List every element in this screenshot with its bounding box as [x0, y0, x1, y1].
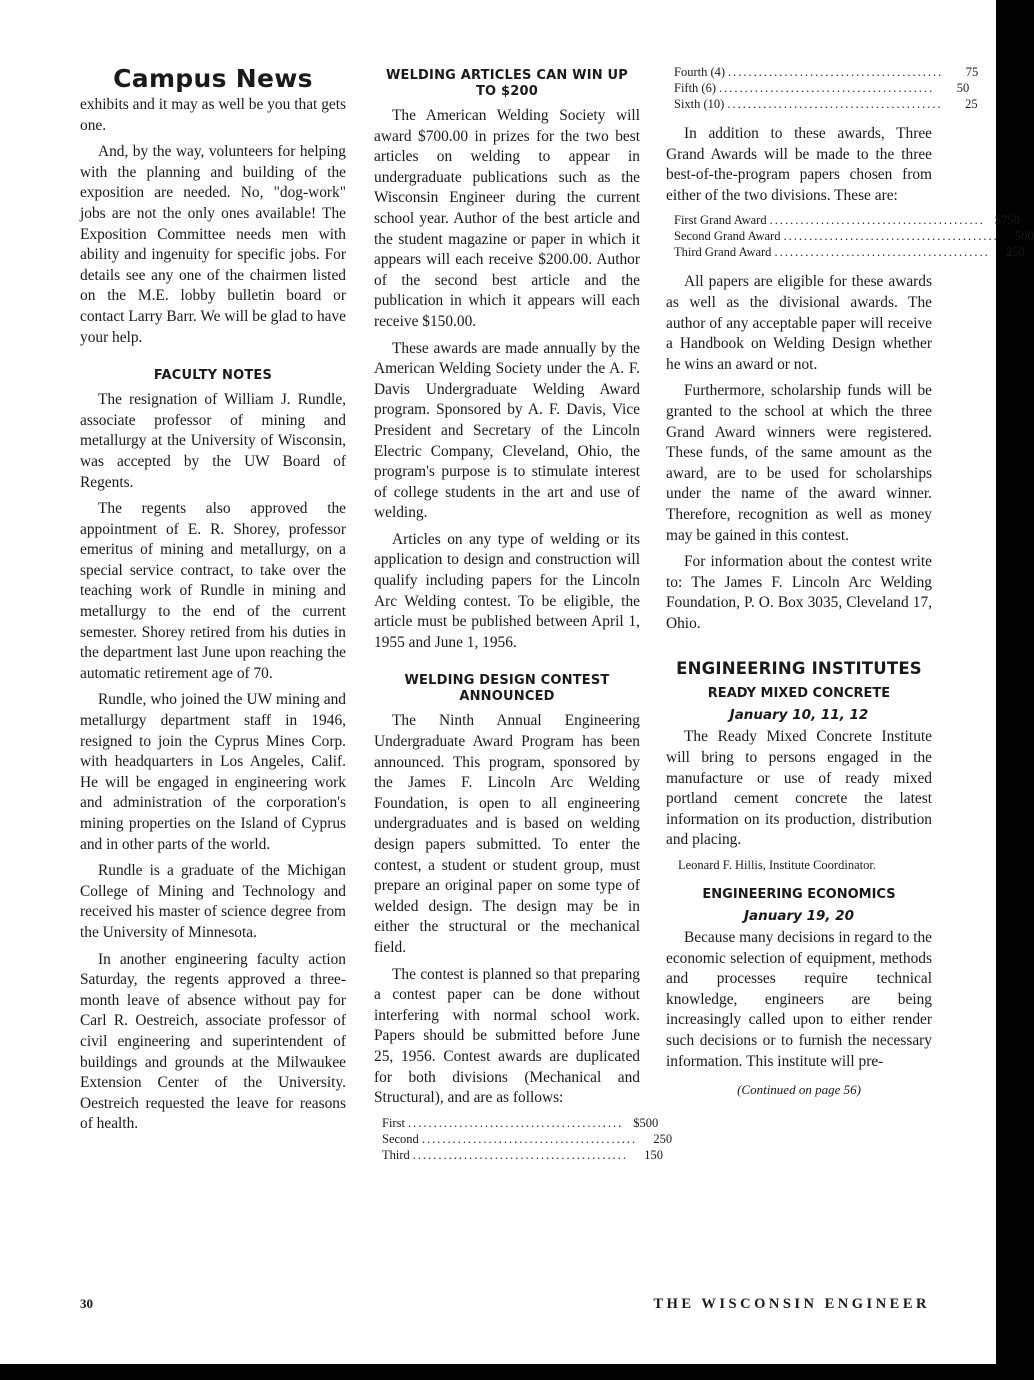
paragraph: And, by the way, volunteers for helping with the planning and building of the exposition are needed. No, "dog-work" jobs are not the only ones available! The Exposition Committee needs men with ability and ingenuity for specific jobs. For details see any one of the chairmen listed on the M.E. lobby bulletin board or contact Larry Barr. We will be glad to have your help.	[80, 143, 346, 346]
engineering-institutes-heading: ENGINEERING INSTITUTES	[676, 659, 922, 679]
award-row: Third .......................................... 150	[382, 1147, 664, 1162]
award-amount: 250	[653, 1131, 673, 1146]
paragraph: The American Welding Society will award $700.00 in prizes for the two best articles on welding to appear in undergraduate publications such as the Wisconsin Engineer during the current school year. Author of the best article and the student magazine or paper in which it appears will each receive $200.00. Author of the second best article and the publication in which it appears will each receive $150.00.	[374, 107, 640, 330]
paragraph: Rundle, who joined the UW mining and metallurgy department staff in 1946, resigned to join the Cyprus Mines Corp. with headquarters in Los Angeles, Calif. He will be engaged in engineering work and administration of the corporation's mining properties on the Island of Cyprus and in other parts of the world.	[80, 691, 346, 853]
faculty-notes-heading: FACULTY NOTES	[153, 368, 273, 384]
paragraph: exhibits and it may as well be you that gets one.	[80, 96, 346, 134]
award-label: Fifth (6)	[674, 81, 717, 95]
column-middle	[374, 64, 673, 1175]
award-row: Third Grand Award .......................................... 250	[674, 245, 1025, 260]
award-row: Fifth (6) .......................................... 50	[674, 81, 970, 95]
paragraph: In addition to these awards, Three Grand Awards will be made to the three best-of-the-program papers chosen from either of the two divisions. These are:	[666, 125, 932, 204]
magazine-title: THE WISCONSIN ENGINEER	[653, 1296, 930, 1312]
award-amount: 250	[1005, 245, 1025, 260]
ready-mixed-concrete-subheading: READY MIXED CONCRETE	[707, 686, 891, 702]
paragraph: The regents also approved the appointment of E. R. Shorey, professor emeritus of mining and metallurgy, on a special service contract, to take over the teaching work of Rundle in mining and metallurgy to the end of the current semester. Shorey retired from his duties in the department last June upon reaching the automatic retirement age of 70.	[80, 500, 346, 682]
paragraph: The Ready Mixed Concrete Institute will bring to persons engaged in the manufacture or use of ready mixed portland cement concrete the latest information on its production, distribution and placing.	[666, 728, 932, 849]
award-label: Fourth (4)	[674, 65, 726, 79]
award-label: First	[382, 1115, 405, 1130]
paragraph: Rundle is a graduate of the Michigan College of Mining and Technology and received his master of science degree from the University of Minnesota.	[80, 862, 346, 941]
paragraph: These awards are made annually by the American Welding Society under the A. F. Davis Undergraduate Welding Award program. Sponsored by A. F. Davis, Vice President and Secretary of the Lincoln Electric Company, Cleveland, Ohio, the program's purpose is to stimulate interest of college students in the art and use of welding.	[374, 339, 640, 522]
award-label: First Grand Award	[674, 213, 767, 228]
section-masthead: Campus News	[113, 64, 313, 93]
division-awards-table	[374, 1115, 673, 1163]
award-amount: $750	[994, 213, 1020, 228]
paragraph: The contest is planned so that preparing a contest paper can be done without interfering with normal school work. Papers should be submitted before June 25, 1956. Contest awards are duplicated for both divisions (Mechanical and Structural), and are as follows:	[374, 965, 640, 1107]
page-number: 30	[80, 1296, 93, 1311]
column-left	[80, 64, 346, 1141]
paragraph: Furthermore, scholarship funds will be granted to the school at which the three Grand Award winners were registered. These funds, of the same amount as the award, are to be used for scholarships under the name of the award winner. Therefore, recognition as well as money may be gained in this contest.	[666, 382, 932, 544]
award-amount: 500	[1014, 229, 1034, 244]
award-label: Third	[382, 1147, 410, 1162]
grand-awards-table	[666, 212, 1034, 260]
award-label: Sixth (10)	[674, 97, 725, 111]
paragraph: In another engineering faculty action Saturday, the regents approved a three-month leave of absence without pay for Carl R. Oestreich, associate professor of civil engineering and superintendent of buildings and grounds at the Milwaukee Extension Center of the University. Oestreich requested the leave for reasons of health.	[80, 950, 346, 1133]
continued-note: (Continued on page 56)	[737, 1082, 861, 1098]
engineering-economics-subheading: ENGINEERING ECONOMICS	[702, 887, 896, 903]
award-amount: 50	[956, 81, 970, 95]
paragraph: Articles on any type of welding or its application to design and construction will qualify including papers for the Lincoln Arc Welding contest. To be eligible, the article must be published between April 1, 1955 and June 1, 1956.	[374, 530, 640, 651]
award-row: First Grand Award .......................................... $750	[674, 213, 1020, 228]
award-label: Third Grand Award	[674, 245, 772, 260]
welding-contest-heading: WELDING DESIGN CONTEST ANNOUNCED	[404, 673, 610, 705]
award-row: Sixth (10) .......................................... 25	[674, 97, 978, 111]
institute-date: January 19, 20	[743, 908, 855, 925]
additional-awards-table	[666, 64, 979, 112]
paragraph: All papers are eligible for these awards as well as the divisional awards. The author of any acceptable paper will receive a Handbook on Welding Design whether he wins an award or not.	[666, 273, 932, 373]
coordinator-credit: Leonard F. Hillis, Institute Coordinator.	[678, 858, 876, 873]
award-row: Fourth (4) .......................................... 75	[674, 65, 979, 79]
award-label: Second	[382, 1131, 419, 1146]
welding-articles-heading: WELDING ARTICLES CAN WIN UP TO $200	[385, 68, 629, 99]
paragraph: The resignation of William J. Rundle, associate professor of mining and metallurgy at the University of Wisconsin, was accepted by the UW Board of Regents.	[80, 391, 346, 491]
paragraph: For information about the contest write to: The James F. Lincoln Arc Welding Foundation, P. O. Box 3035, Cleveland 17, Ohio.	[666, 553, 932, 632]
column-right	[666, 64, 1034, 1098]
paragraph: The Ninth Annual Engineering Undergraduate Award Program has been announced. This program, sponsored by the James F. Lincoln Arc Welding Foundation, is open to all engineering undergraduates and is based on welding design papers submitted. To enter the contest, a student or student group, must prepare an original paper on some type of welded design. The design may be in either the structural or the mechanical field.	[374, 712, 640, 956]
award-row: First .......................................... $500	[382, 1115, 659, 1130]
award-amount: $500	[633, 1115, 659, 1130]
award-label: Second Grand Award	[674, 229, 781, 244]
paragraph: Because many decisions in regard to the economic selection of equipment, methods and processes require technical knowledge, engineers are being increasingly called upon to either render such decisions or to furnish the necessary information. This institute will pre-	[666, 929, 932, 1070]
award-amount: 25	[965, 97, 978, 111]
award-amount: 150	[644, 1147, 664, 1162]
award-row: Second .......................................... 250	[382, 1131, 673, 1146]
institute-date: January 10, 11, 12	[729, 707, 869, 724]
award-row: Second Grand Award .......................................... 500	[674, 229, 1034, 244]
award-amount: 75	[965, 65, 979, 79]
